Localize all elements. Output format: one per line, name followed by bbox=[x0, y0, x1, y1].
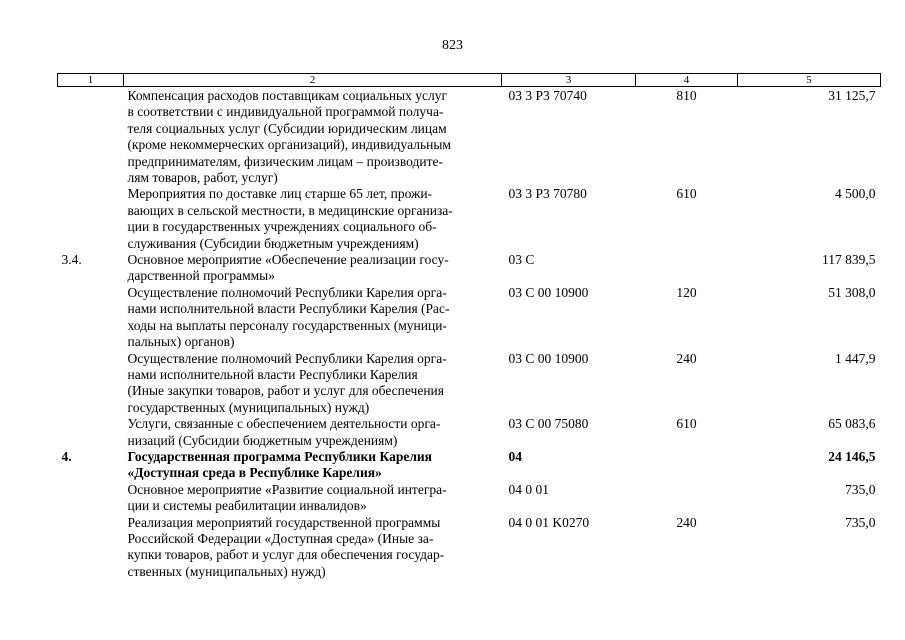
row-number bbox=[58, 416, 124, 449]
row-expense-type: 240 bbox=[676, 350, 697, 366]
table-row bbox=[58, 186, 881, 252]
row-amount: 4 500,0 bbox=[835, 186, 876, 202]
column-number-3: 3 bbox=[502, 74, 636, 87]
row-number bbox=[58, 351, 124, 417]
budget-table bbox=[57, 73, 881, 580]
column-number-4: 4 bbox=[636, 74, 738, 87]
row-number bbox=[58, 515, 124, 581]
row-target-code: 04 0 01 K0270 bbox=[508, 514, 590, 530]
table-row bbox=[58, 285, 881, 351]
row-amount: 51 308,0 bbox=[828, 284, 876, 300]
row-description: Основное мероприятие «Развитие социальной интегра- ции и системы реабилитации инвалидов» bbox=[127, 481, 447, 514]
row-description: Основное мероприятие «Обеспечение реализации госу- дарственной программы» bbox=[127, 252, 449, 284]
row-amount: 1 447,9 bbox=[835, 350, 876, 366]
row-number: 4. bbox=[61, 448, 72, 464]
row-expense-type: 610 bbox=[676, 186, 697, 202]
row-number bbox=[58, 482, 124, 515]
row-target-code: 03 С 00 10900 bbox=[508, 284, 589, 300]
row-amount: 24 146,5 bbox=[828, 448, 876, 464]
row-expense-type bbox=[636, 449, 738, 482]
row-number bbox=[58, 285, 124, 351]
table-row bbox=[58, 416, 881, 449]
row-description: Мероприятия по доставке лиц старше 65 лет, прожи- вающих в сельской местности, в медицинские организа- ции в государственных учреждениях социального об- служивания (Субсидии бюджетным учреждениям) bbox=[127, 186, 453, 251]
row-amount: 117 839,5 bbox=[822, 252, 876, 268]
column-number-header-row bbox=[58, 74, 881, 87]
page-number: 823 bbox=[442, 38, 463, 53]
table-row-program bbox=[58, 449, 881, 482]
row-expense-type: 810 bbox=[676, 88, 697, 103]
row-amount: 31 125,7 bbox=[828, 88, 876, 103]
row-amount: 735,0 bbox=[845, 514, 876, 530]
row-target-code: 03 3 P3 70740 bbox=[508, 88, 587, 103]
row-expense-type: 610 bbox=[676, 416, 697, 432]
row-target-code: 03 С 00 75080 bbox=[508, 416, 589, 432]
row-number bbox=[58, 186, 124, 252]
row-description: Осуществление полномочий Республики Карелия орга- нами исполнительной власти Республики Карелия (Иные закупки товаров, работ и услуг для обеспечения государственных (муниципальных) нужд) bbox=[127, 350, 447, 415]
column-number-5: 5 bbox=[738, 74, 881, 87]
row-amount: 65 083,6 bbox=[828, 416, 876, 432]
row-target-code: 03 С bbox=[508, 252, 535, 268]
table-row bbox=[58, 482, 881, 515]
row-target-code: 04 bbox=[508, 448, 522, 464]
row-expense-type bbox=[636, 252, 738, 285]
column-number-1: 1 bbox=[58, 74, 124, 87]
column-number-2: 2 bbox=[124, 74, 502, 87]
table-row bbox=[58, 252, 881, 285]
table-row bbox=[58, 351, 881, 417]
row-description: Компенсация расходов поставщикам социальных услуг в соответствии с индивидуальной программой получа- теля социальных услуг (Субсидии юридическим лицам (кроме некоммерческих организаций), индивидуальным предпринимателям, физическим лицам – производите- лям товаров, работ, услуг) bbox=[127, 88, 451, 186]
row-expense-type: 120 bbox=[676, 284, 697, 300]
row-number bbox=[58, 87, 124, 187]
row-description: Осуществление полномочий Республики Карелия орга- нами исполнительной власти Республики Карелия (Рас- ходы на выплаты персоналу государственных (муници- пальных) органов) bbox=[127, 284, 450, 350]
row-description: Государственная программа Республики Карелия «Доступная среда в Республике Карелия» bbox=[127, 448, 432, 481]
table-body bbox=[58, 87, 881, 581]
row-description: Реализация мероприятий государственной программы Российской Федерации «Доступная среда» (Иные за- купки товаров, работ и услуг для обеспечения государ- ственных (муниципальных) нужд) bbox=[127, 514, 445, 579]
row-expense-type bbox=[636, 482, 738, 515]
row-description: Услуги, связанные с обеспечением деятельности орга- низаций (Субсидии бюджетным учреждениям) bbox=[127, 416, 441, 448]
row-target-code: 03 3 P3 70780 bbox=[508, 186, 587, 202]
table-row bbox=[58, 515, 881, 581]
row-number: 3.4. bbox=[61, 252, 82, 268]
row-target-code: 04 0 01 bbox=[508, 481, 549, 497]
table-row bbox=[58, 87, 881, 187]
row-expense-type: 240 bbox=[676, 514, 697, 530]
row-target-code: 03 С 00 10900 bbox=[508, 350, 589, 366]
row-amount: 735,0 bbox=[845, 481, 876, 497]
